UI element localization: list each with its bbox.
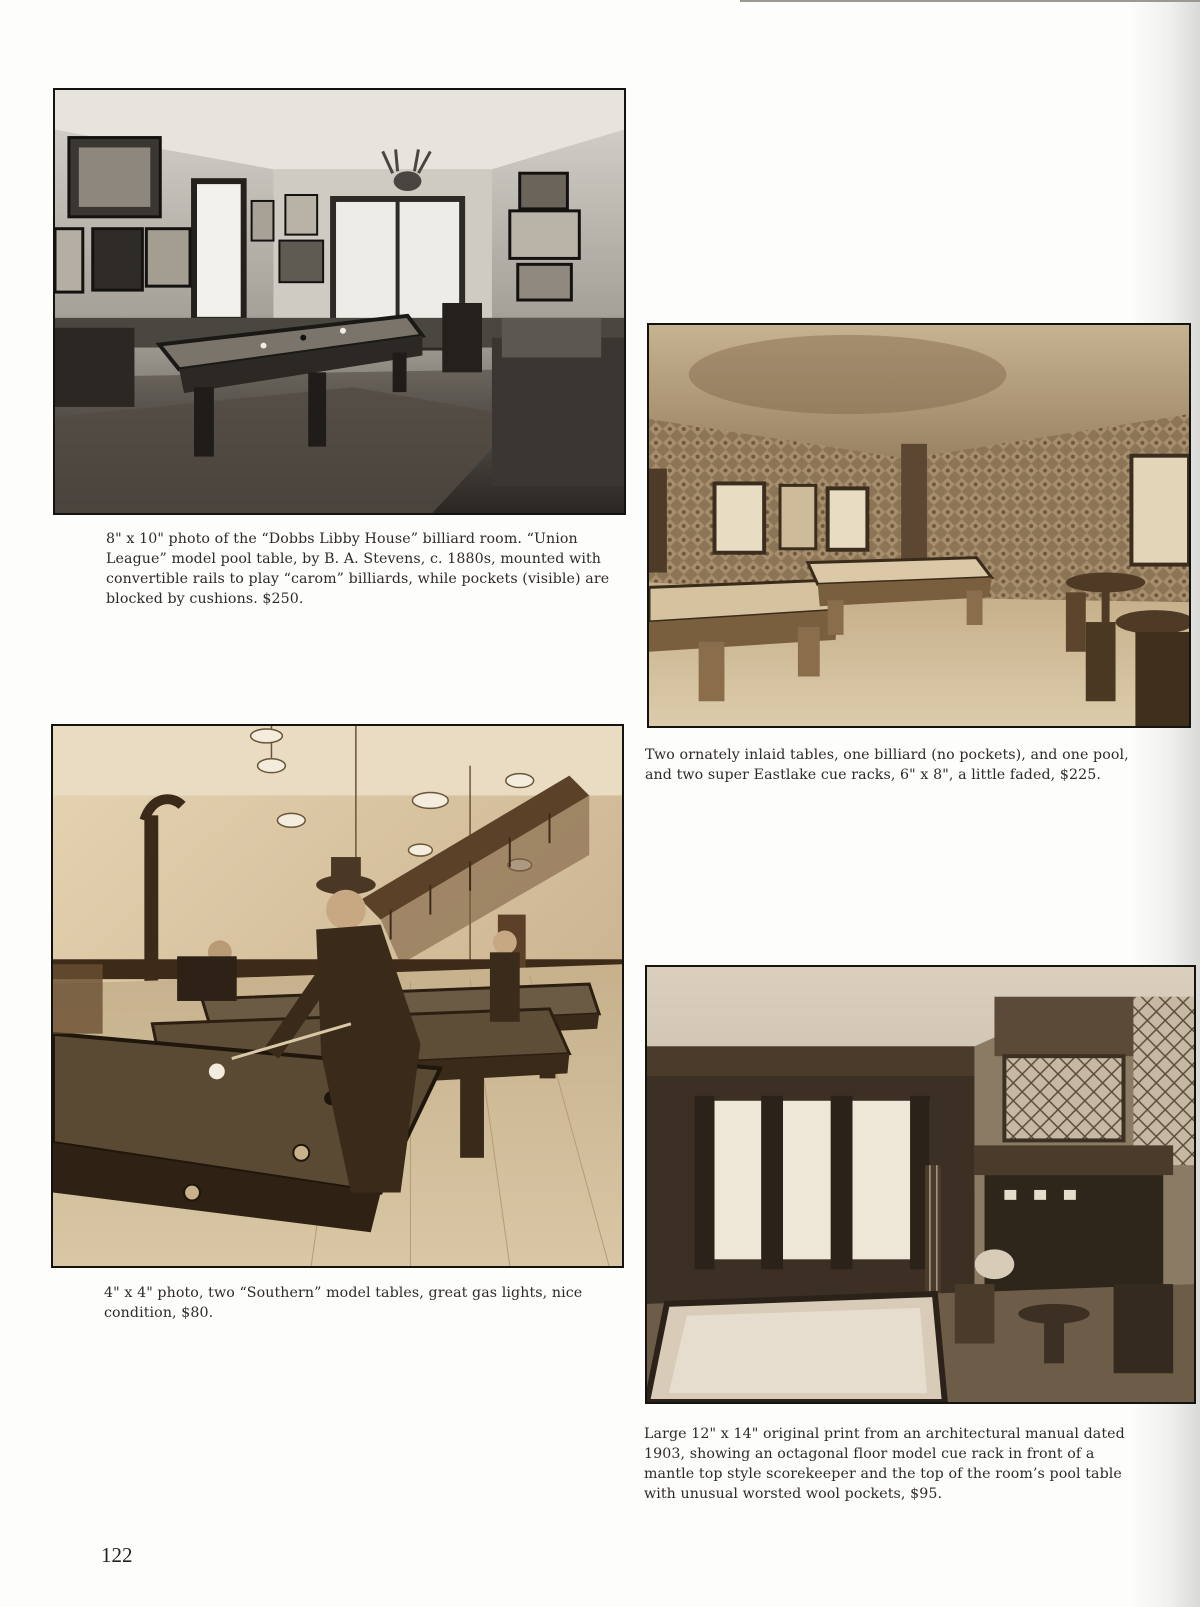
inlaid-tables-image bbox=[649, 325, 1189, 726]
photo-architectural-print bbox=[645, 965, 1196, 1404]
page-top-edge bbox=[740, 0, 1200, 2]
caption-dobbs-libby-house: 8" x 10" photo of the “Dobbs Libby House” billiard room. “Union League” model pool table, by B. A. Stevens, c. 1880s, mounted with convertible rails to play “carom” billiards, while pockets (visible) are blocked by cushions. $250. bbox=[106, 531, 610, 607]
photo-southern-tables bbox=[51, 724, 624, 1268]
photo-inlaid-tables bbox=[647, 323, 1191, 728]
architectural-print-image bbox=[647, 967, 1194, 1402]
caption-southern-tables: 4" x 4" photo, two “Southern” model tables, great gas lights, nice condition, $80. bbox=[104, 1285, 583, 1321]
photo-dobbs-libby-house bbox=[53, 88, 626, 515]
caption-architectural-print: Large 12" x 14" original print from an architectural manual dated 1903, showing an octagonal floor model cue rack in front of a mantle top style scorekeeper and the top of the room’s pool table with unusual worsted wool pockets, $95. bbox=[644, 1426, 1125, 1502]
southern-tables-image bbox=[53, 726, 622, 1266]
dobbs-libby-house-image bbox=[55, 90, 624, 513]
caption-inlaid-tables: Two ornately inlaid tables, one billiard (no pockets), and one pool, and two super Eastlake cue racks, 6" x 8", a little faded, $225. bbox=[645, 747, 1129, 783]
page-number: 122 bbox=[101, 1543, 133, 1567]
